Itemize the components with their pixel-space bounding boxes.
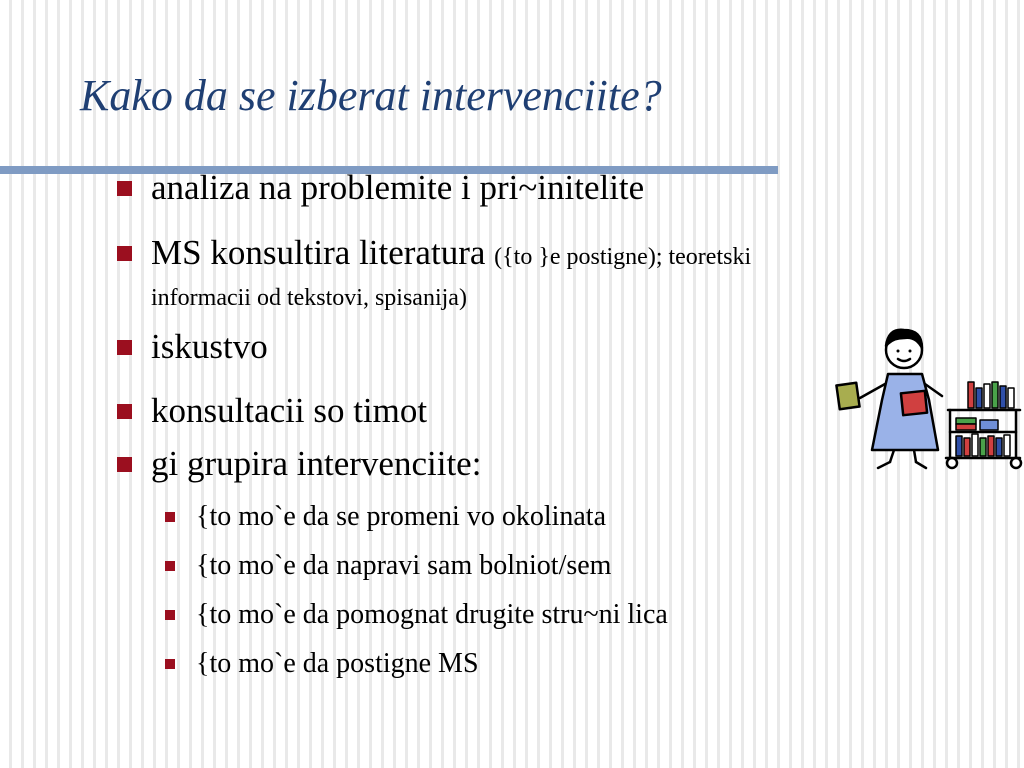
- subbullet-text: {to mo`e da se promeni vo okolinata: [196, 501, 607, 532]
- square-bullet-icon: [117, 246, 132, 261]
- librarian-with-book-cart-icon: [830, 322, 1024, 472]
- bullet-continuation: informacii od tekstovi, spisanija): [151, 285, 467, 311]
- subbullet-text: {to mo`e da napravi sam bolniot/sem: [196, 550, 612, 581]
- square-bullet-icon: [117, 181, 132, 196]
- square-bullet-icon: [165, 512, 175, 522]
- square-bullet-icon: [165, 610, 175, 620]
- subbullet-text: {to mo`e da postigne MS: [196, 648, 479, 679]
- bullet-text: iskustvo: [151, 327, 268, 366]
- slide-title: Kako da se izberat intervenciite?: [80, 71, 662, 120]
- bullet-text: gi grupira intervenciite:: [151, 444, 482, 483]
- bullet-note: ({to }e postigne); teoretski: [494, 244, 752, 270]
- bullet-text: MS konsultira literatura: [151, 233, 486, 272]
- square-bullet-icon: [117, 457, 132, 472]
- square-bullet-icon: [117, 340, 132, 355]
- square-bullet-icon: [165, 659, 175, 669]
- square-bullet-icon: [117, 404, 132, 419]
- square-bullet-icon: [165, 561, 175, 571]
- bullet-text: konsultacii so timot: [151, 391, 428, 430]
- subbullet-text: {to mo`e da pomognat drugite stru~ni lica: [196, 599, 668, 630]
- bullet-text: analiza na problemite i pri~initelite: [151, 168, 645, 207]
